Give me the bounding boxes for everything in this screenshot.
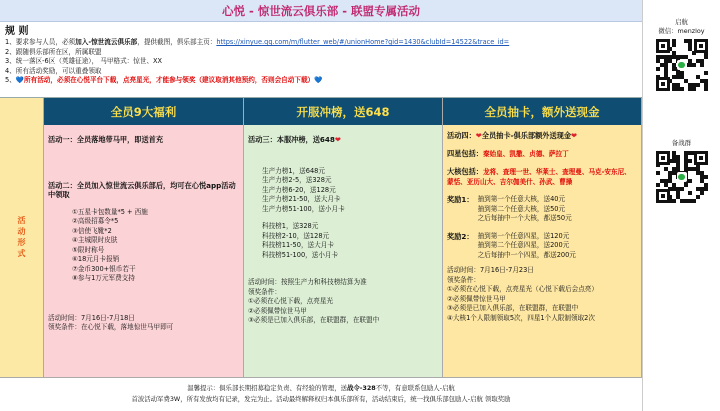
wechat-qr-code[interactable] [656,39,708,91]
footer-line-2: 首波活动军费3W，所有发放均有记录，发完为止。活动最终解释权归本俱乐部所有，活动结束后，统一找俱乐部包励人-启航 领取奖励 [131,395,511,403]
list-item: ⑤限时称号 [72,245,105,254]
group-label: 备战群 [671,139,692,147]
draw-column [443,98,642,378]
list-item: ④主城限时皮肤 [72,236,118,244]
blue-heart-icon: 💙 [314,76,323,85]
list-item: 抽到第一个任意大核，送40元 [477,195,566,203]
claim-condition-heading: 领奖条件： [447,275,480,284]
list-item: ⑧参与1万元军费支持 [72,274,135,282]
list-item: ⑦金币300+银币若干 [72,264,136,273]
list-item: 抽到第二个任意大核，送50元 [477,204,566,213]
list-item: 生产力榜6-20，送128元 [262,185,336,194]
reward-one: 奖励1： 抽到第一个任意大核，送40元 抽到第二个任意大核，送50元 之后每抽中一个大核，都送50元 [447,195,572,222]
list-item: 科技榜51-100，送小月卡 [262,250,339,259]
list-item: ①必须在心悦下载，点亮星光（心悦下载后会点亮） [447,285,598,293]
wechat-id: 微信：menzloy [658,27,705,35]
list-item: 抽到第一个任意四星，送120元 [477,231,570,240]
activity-time: 活动时间：7月16日-7月18日 [48,313,135,322]
productivity-ranking-list [248,167,438,215]
activity-time: 活动时间：按照生产力和科技榜结算为准 [248,278,367,286]
rule-line-5: 5、💙所有活动，必须在心悦平台下载，点亮星光，才能参与领奖（建议取消其他预约，否则会自动下载）💙 [5,76,323,85]
rule-line-4: 4、所有活动奖励，可以重叠领取 [5,66,102,75]
footer-line-1: 温馨提示：俱乐部长期招募稳定负责、有经验的管理，送战令-328不等，有意联系包励人-启航 [187,384,455,392]
activity-two: 活动二：全员加入惊世流云俱乐部后，均可在心悦app活动中领取 [48,180,236,199]
core-hero-list: 大核包括：龙将、查理一世、华莱士、查理曼、马克-安东尼、蒙恬、亚历山大、吉尔伽美什、孙武、曹操 [447,167,631,186]
blue-heart-icon: 💙 [15,76,25,85]
draw-header: 全员抽卡，额外送现金 [443,98,641,125]
claim-condition-heading: 领奖条件： [248,287,281,296]
ranking-header: 开服冲榜，送648 [244,98,442,125]
list-item: ①五星卡包数量*5 + 西施 [72,207,148,216]
rules-section [0,22,642,97]
rule-line-3: 3、统一落区-6区（英雄征途）， 马甲格式：惊世、XX [5,57,163,66]
list-item: ③信使飞靴*2 [72,226,112,235]
rules-heading: 规 则 [5,26,29,37]
activity-time: 活动时间：7月16日-7月23日 [447,266,534,274]
tech-ranking-list [248,222,438,260]
heart-icon: ❤ [571,131,578,140]
list-item: 生产力榜2-5，送328元 [262,176,332,184]
welfare-column [44,98,244,378]
group-qr-code[interactable] [656,151,708,203]
list-item: 之后每抽中一个四星，都送200元 [477,250,576,259]
activity-one: 活动一：全员落地带马甲，即送首充 [48,135,164,144]
list-item: ②高级招募令*5 [72,217,119,225]
heart-icon: ❤ [475,131,482,140]
welfare-list [48,208,239,284]
list-item: ②必须佩带惊世马甲 [248,306,307,315]
list-item: 生产力榜1，送648元 [262,166,325,175]
list-item: ②必须佩带惊世马甲 [447,294,506,303]
four-star-list: 四星包括：秦始皇、凯撒、贞德、萨拉丁 [447,148,569,158]
list-item: ④大核1个人限制领取5次，四星1个人限制领取2次 [447,313,595,322]
list-item: 抽到第二个任意四星，送200元 [477,241,570,249]
activity-grid [0,97,642,377]
list-item: 科技榜11-50，送大月卡 [262,241,334,249]
club-homepage-link[interactable]: https://xinyue.qq.com/m/flutter_web/#/unionHome?gid=1430&clubId=14522&trace_id= [216,38,510,46]
activity-three: 活动三：本服冲榜，送648❤ [248,135,341,144]
list-item: ③必须是已加入俱乐部，在联盟群，在联盟中 [447,304,579,312]
reward-two: 奖励2： 抽到第一个任意四星，送120元 抽到第二个任意四星，送200元 之后每抽中一个四星，都送200元 [447,231,576,259]
list-item: 生产力榜21-50，送大月卡 [262,195,341,203]
rule-line-2: 2、跟随俱乐部所在区，所属联盟 [5,47,102,56]
claim-condition: 领奖条件：在心悦下载，落地惊世马甲即可 [48,323,174,331]
ranking-column [244,98,443,378]
side-label: 活动形式 [0,98,44,378]
list-item: 之后每抽中一个大核，都送50元 [477,214,572,222]
list-item: 生产力榜51-100，送小月卡 [262,204,345,213]
list-item: ③必须是已加入俱乐部，在联盟群，在联盟中 [248,316,380,324]
list-item: ⑥18元月卡报销 [72,255,120,263]
heart-icon: ❤ [334,135,341,144]
contact-name: 启航 [675,18,688,26]
welfare-header: 全员9大福利 [44,98,243,125]
activity-four: 活动四：❤全员抽卡-俱乐部额外送现金❤ [447,131,578,140]
list-item: 科技榜1，送328元 [262,222,319,230]
list-item: ①必须在心悦下载，点亮星光 [248,297,334,305]
footer [0,377,642,411]
contact-panel [642,0,720,411]
rule-line-1: 1、要求参与人员，必须加入-惊世流云俱乐部，提供截图，俱乐部主页：https://xinyue.qq.com/m/flutter_web/#/unionHome?gid=1430&clubId=14522&trace_id= [5,38,510,46]
list-item: 科技榜2-10，送128元 [262,231,330,240]
title-bar [0,0,642,22]
page-title: 心悦 - 惊世流云俱乐部 - 联盟专属活动 [221,3,421,18]
